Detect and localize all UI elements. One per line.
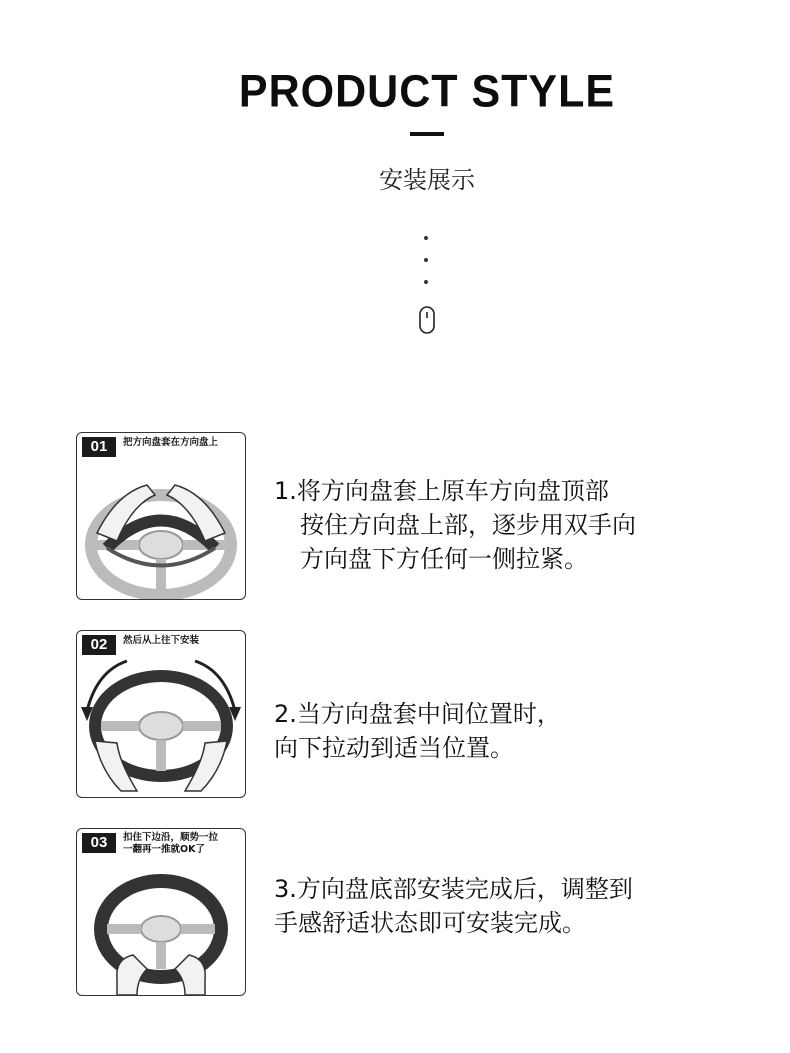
steering-wheel-icon [77, 433, 245, 599]
step-caption: 扣住下边沿，顺势一拉 一翻再一推就OK了 [123, 832, 219, 855]
step-caption: 把方向盘套在方向盘上 [123, 437, 219, 448]
step-2-illustration [76, 630, 246, 798]
page-subtitle: 安装展示 [379, 166, 475, 194]
mouse-scroll-icon [418, 306, 436, 334]
step-line: 按住方向盘上部，逐步用双手向 [300, 511, 636, 539]
step-line: 手感舒适状态即可安装完成。 [274, 909, 586, 937]
step-number-badge: 01 [82, 437, 116, 457]
scroll-dots [424, 236, 428, 302]
step-3-illustration [76, 828, 246, 996]
dot [424, 280, 428, 284]
step-line: 1.将方向盘套上原车方向盘顶部 [274, 477, 609, 505]
step-number-badge: 02 [82, 635, 116, 655]
step-3-description [274, 872, 633, 940]
step-1-illustration [76, 432, 246, 600]
title-underline [410, 132, 444, 136]
dot [424, 236, 428, 240]
step-line: 3.方向盘底部安装完成后，调整到 [274, 875, 633, 903]
step-1-description [274, 474, 636, 576]
step-line: 方向盘下方任何一侧拉紧。 [300, 545, 588, 573]
steering-wheel-icon [77, 631, 245, 797]
step-line: 向下拉动到适当位置。 [274, 734, 514, 762]
step-2-description [274, 697, 561, 765]
step-number-badge: 03 [82, 833, 116, 853]
page-title: PRODUCT STYLE [238, 66, 616, 118]
step-line: 2.当方向盘套中间位置时， [274, 700, 561, 728]
step-caption: 然后从上往下安装 [123, 635, 200, 646]
dot [424, 258, 428, 262]
